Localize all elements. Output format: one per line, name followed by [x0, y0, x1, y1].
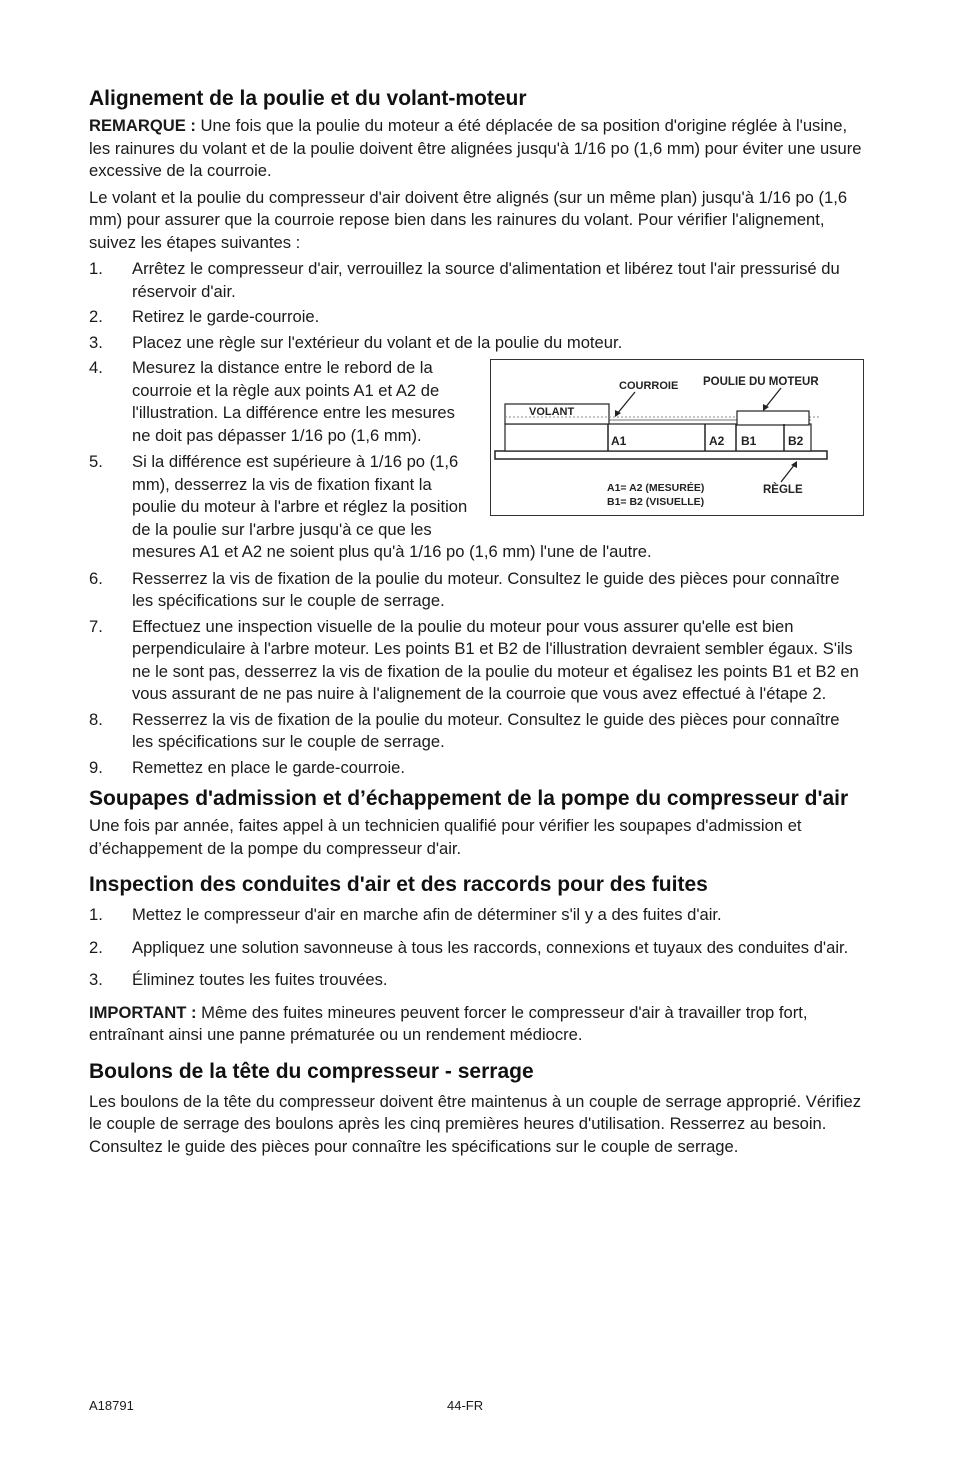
a2-label: A2: [709, 434, 725, 448]
step-number: 1.: [89, 905, 103, 924]
step-number: 1.: [89, 259, 103, 278]
list-item: [89, 709, 864, 754]
step-text: Mettez le compresseur d'air en marche afin de déterminer s'il y a des fuites d'air.: [132, 905, 722, 924]
alignment-intro: Le volant et la poulie du compresseur d'air doivent être alignés (sur un même plan) jusqu'à 1/16 po (1,6 mm) pour assurer que la courroie repose bien dans les rainures du volant. Pour vérifier l'alignement, suivez les étapes suivantes :: [89, 187, 848, 252]
step-text: Appliquez une solution savonneuse à tous les raccords, connexions et tuyaux des conduites d'air.: [132, 937, 849, 957]
step-number: 6.: [89, 568, 103, 588]
page-content: [89, 84, 864, 1158]
step-number: 9.: [89, 757, 103, 777]
step-text: Resserrez la vis de fixation de la poulie du moteur. Consultez le guide des pièces pour connaître les spécifications sur le couple de serrage.: [132, 568, 840, 610]
list-item: [89, 451, 864, 564]
section-title-bolts: Boulons de la tête du compresseur - serrage: [89, 1059, 534, 1083]
valves-paragraph: Une fois par année, faites appel à un technicien qualifié pour vérifier les soupapes d'admission et d’échappement de la pompe du compresseur d'air.: [89, 816, 802, 858]
step-number: 5.: [89, 452, 103, 471]
list-item: [89, 969, 864, 992]
courroie-label: COURROIE: [619, 380, 679, 392]
step-number: 7.: [89, 616, 103, 636]
bolts-paragraph: Les boulons de la tête du compresseur doivent être maintenus à un couple de serrage approprié. Vérifiez le couple de serrage des boulons après les cinq premières heures d'utilisation. Resserrez au besoin. Consultez le guide des pièces pour connaître les spécifications sur le couple de serrage.: [89, 1091, 862, 1156]
list-item: [89, 757, 864, 780]
regle-label: RÈGLE: [763, 484, 803, 496]
step-number: 4.: [89, 358, 103, 377]
step-text: Mesurez la distance entre le rebord de la courroie et la règle aux points A1 et A2 de l'illustration. La différence entre les mesures ne doit pas dépasser 1/16 po (1,6 mm).: [132, 358, 455, 445]
important-label: IMPORTANT :: [89, 1002, 197, 1022]
list-item: [89, 568, 864, 613]
b1-label: B1: [741, 434, 757, 448]
step-number: 3.: [89, 970, 103, 989]
step-number: 3.: [89, 332, 103, 352]
b2-label: B2: [788, 434, 804, 448]
step-text: Effectuez une inspection visuelle de la poulie du moteur pour vous assurer qu'elle est bien perpendiculaire à l'arbre moteur. Les points B1 et B2 de l'illustration devraient sembler égaux. S'ils ne le sont pas, desserrez la vis de fixation de la poulie du moteur et égalisez les points B1 et B2 en vous assurant de ne pas nuire à l'alignement de la courroie que vous avez effectué à l'étape 2.: [132, 616, 859, 703]
alignment-steps: [89, 258, 864, 354]
list-item: [89, 937, 864, 960]
page-number: 44-FR: [447, 1398, 484, 1413]
list-item: [89, 258, 864, 303]
list-item: [89, 306, 864, 329]
step-number: 2.: [89, 937, 103, 957]
section-title-valves: Soupapes d'admission et d’échappement de la pompe du compresseur d'air: [89, 787, 849, 810]
step-text: Éliminez toutes les fuites trouvées.: [132, 970, 388, 989]
step-number: 2.: [89, 307, 103, 326]
list-item: [89, 357, 864, 447]
equation-b: B1= B2 (VISUELLE): [607, 496, 705, 508]
equation-a: A1= A2 (MESURÉE): [607, 482, 705, 494]
note-text: Une fois que la poulie du moteur a été déplacée de sa position d'origine réglée à l'usine, les rainures du volant et de la poulie doivent être alignées jusqu'à 1/16 po (1,6 mm) pour éviter une usure excessive de la courroie.: [89, 116, 862, 180]
section-title-leaks: Inspection des conduites d'air et des raccords pour des fuites: [89, 873, 708, 896]
poulie-label: POULIE DU MOTEUR: [703, 376, 819, 388]
list-item: [89, 904, 864, 927]
step-text: Arrêtez le compresseur d'air, verrouillez la source d'alimentation et libérez tout l'air pressurisé du réservoir d'air.: [132, 259, 840, 301]
step-text: Si la différence est supérieure à 1/16 po (1,6 mm), desserrez la vis de fixation fixant la poulie du moteur à l'arbre et réglez la position de la poulie sur l'arbre jusqu'à ce que les mesures A1 et A2 ne soient plus qu'à 1/16 po (1,6 mm) l'une de l'autre.: [132, 452, 652, 561]
a1-label: A1: [611, 434, 627, 448]
list-item: [89, 616, 864, 706]
note-label: REMARQUE :: [89, 116, 196, 135]
alignment-steps-continued: [89, 357, 864, 779]
step-text: Resserrez la vis de fixation de la poulie du moteur. Consultez le guide des pièces pour connaître les spécifications sur le couple de serrage.: [132, 709, 840, 751]
list-item: [89, 332, 864, 355]
step-text: Placez une règle sur l'extérieur du volant et de la poulie du moteur.: [132, 332, 623, 352]
important-text: Même des fuites mineures peuvent forcer le compresseur d'air à travailler trop fort, entraînant ainsi une panne prématurée ou un rendement médiocre.: [89, 1002, 808, 1044]
leak-steps: [89, 904, 864, 992]
section-title-alignment: Alignement de la poulie et du volant-moteur: [89, 87, 527, 110]
step-number: 8.: [89, 709, 103, 729]
step-text: Retirez le garde-courroie.: [132, 307, 320, 326]
step-text: Remettez en place le garde-courroie.: [132, 757, 406, 777]
volant-label: VOLANT: [529, 406, 575, 418]
document-code: A18791: [89, 1398, 134, 1413]
note-paragraph: [89, 115, 864, 183]
important-paragraph: [89, 1002, 864, 1047]
